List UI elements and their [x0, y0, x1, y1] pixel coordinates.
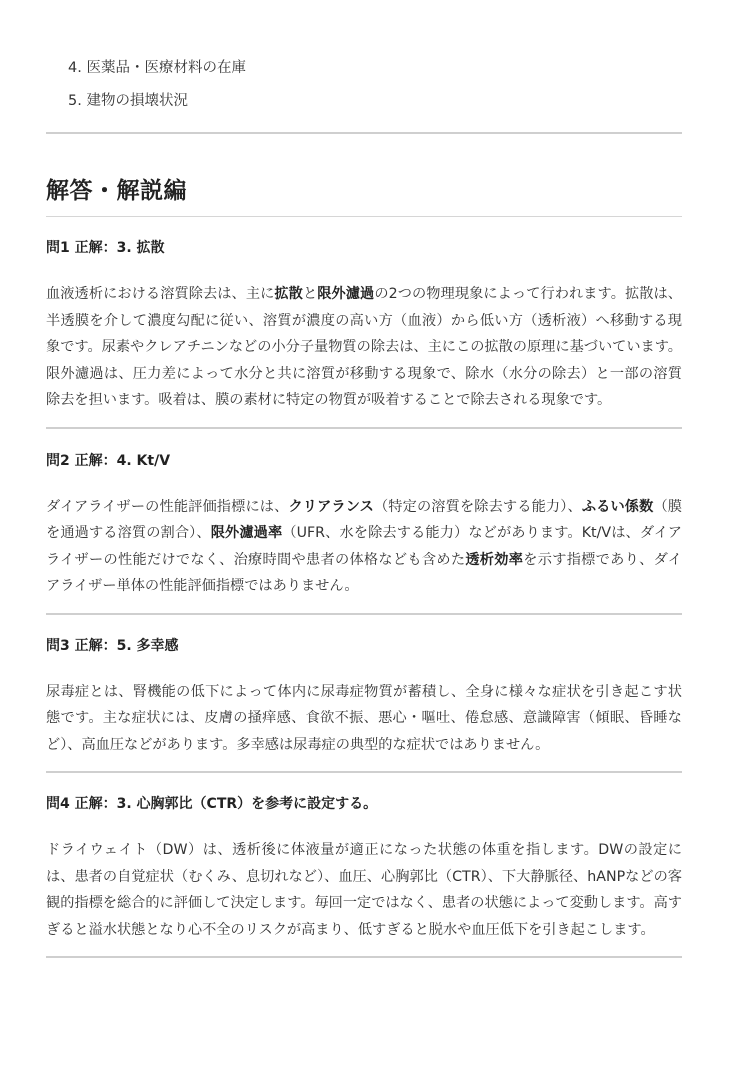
answer-heading-3: 問3 正解：5. 多幸感 — [46, 637, 179, 654]
emphasis-text: 拡散 — [274, 286, 303, 302]
body-text: 血液透析における溶質除去は、主に — [46, 286, 275, 302]
answer-heading-1: 問1 正解：3. 拡散 — [46, 240, 165, 256]
body-text: （特定の溶質を除去する能力）、 — [373, 498, 582, 515]
answer-block-1 — [46, 217, 682, 414]
list-item: 4. 医薬品・医療材料の在庫 — [68, 60, 246, 76]
body-text: （UFR、水を除去する能力）などがあります。Kt/Vは、ダイアライザーの性能だけでなく、治療時間や患者の体格なども含めた — [46, 525, 682, 568]
emphasis-text: 透析効率 — [465, 551, 524, 568]
list-item: 5. 建物の損壊状況 — [68, 93, 188, 109]
answer-block-3 — [46, 615, 682, 759]
answer-body-4 — [46, 837, 682, 943]
options-list — [46, 0, 682, 118]
answer-body-1 — [46, 281, 682, 414]
answer-block-2 — [46, 429, 682, 600]
emphasis-text: 限外濾過率 — [210, 525, 283, 541]
body-text: と — [302, 286, 318, 302]
answer-heading-4: 問4 正解：3. 心胸郭比（CTR）を参考に設定する。 — [46, 796, 378, 812]
body-text: を示す指標であり、ダイアライザー単体の性能評価指標ではありません。 — [46, 551, 682, 594]
answer-heading-2: 問2 正解：4. Kt/V — [46, 452, 171, 469]
answer-body-2 — [46, 494, 682, 600]
section-title: 解答・解説編 — [46, 178, 187, 204]
emphasis-text: クリアランス — [288, 498, 374, 515]
body-text: ドライウェイト（DW）は、透析後に体液量が適正になった状態の体重を指します。DWの設定には、患者の自覚症状（むくみ、息切れなど）、血圧、心胸郭比（CTR）、下大静脈径、hANPなどの客観的指標を総合的に評価して決定します。毎回一定ではなく、患者の状態によって変動します。高すぎると溢水状態となり心不全のリスクが高まり、低すぎると脱水や血圧低下を引き起こします。 — [46, 842, 682, 938]
answer-block-4 — [46, 773, 682, 943]
answer-body-3 — [46, 679, 682, 759]
body-text: の2つの物理現象によって行われます。拡散は、半透膜を介して濃度勾配に従い、溶質が濃度の高い方（血液）から低い方（透析液）へ移動する現象です。尿素やクレアチニンなどの小分子量物質の除去は、主にこの拡散の原理に基づいています。限外濾過は、圧力差によって水分と共に溶質が移動する現象で、除水（水分の除去）と一部の溶質除去を担います。吸着は、膜の素材に特定の物質が吸着することで除去される現象です。 — [46, 286, 682, 408]
emphasis-text: ふるい係数 — [581, 498, 654, 515]
body-text: （膜を通過する溶質の割合）、 — [46, 498, 682, 541]
body-text: ダイアライザーの性能評価指標には、 — [46, 498, 289, 515]
body-text: 尿毒症とは、腎機能の低下によって体内に尿毒症物質が蓄積し、全身に様々な症状を引き起こす状態です。主な症状には、皮膚の掻痒感、食欲不振、悪心・嘔吐、倦怠感、意識障害（傾眠、昏睡など）、高血圧などがあります。多幸感は尿毒症の典型的な症状ではありません。 — [46, 683, 682, 753]
divider — [46, 956, 682, 958]
emphasis-text: 限外濾過 — [317, 286, 375, 302]
